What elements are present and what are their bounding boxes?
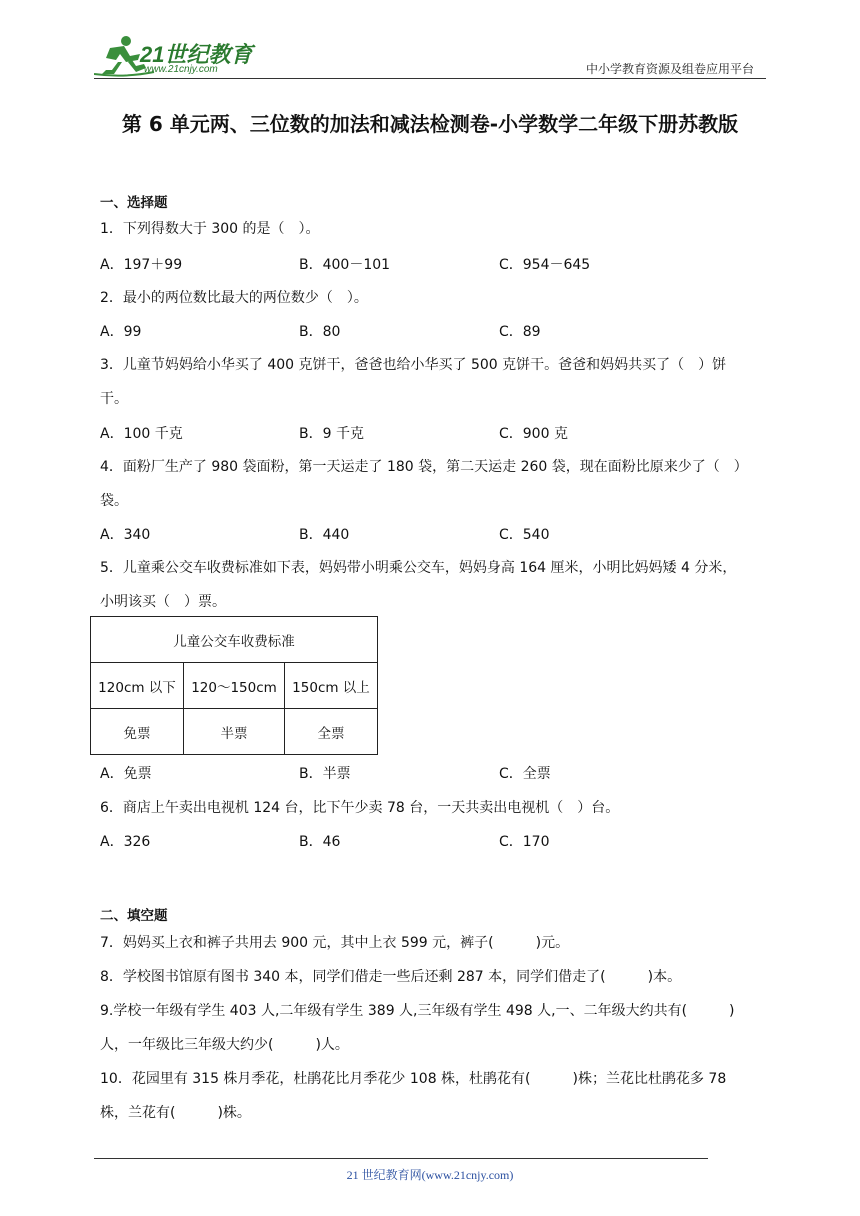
q6-option-b: B．46 [299,834,341,850]
fee-table-height-1: 120cm 以下 [91,663,184,709]
q5-option-b: B．半票 [299,766,351,782]
q3-option-a: A．100 千克 [100,426,183,442]
fee-table-height-2: 120～150cm [184,663,285,709]
question-1: 1．下列得数大于 300 的是（ ）。 [100,221,320,237]
question-7: 7．妈妈买上衣和裤子共用去 900 元，其中上衣 599 元，裤子( )元。 [100,935,570,951]
question-8: 8．学校图书馆原有图书 340 本，同学们借走一些后还剩 287 本，同学们借走了( )本。 [100,969,682,985]
fee-table-fare-1: 免票 [91,709,184,755]
question-10-line1: 10．花园里有 315 株月季花，杜鹃花比月季花少 108 株，杜鹃花有( )株；兰花比杜鹃花多 78 [100,1071,727,1087]
q5-option-a: A．免票 [100,766,152,782]
q1-option-b: B．400－101 [299,257,391,273]
fee-table-title: 儿童公交车收费标准 [91,617,378,663]
fee-table [90,616,378,755]
q6-option-c: C．170 [499,834,550,850]
q4-option-b: B．440 [299,527,350,543]
q3-option-c: C．900 克 [499,426,568,442]
question-4-line2: 袋。 [100,493,128,509]
q1-option-c: C．954－645 [499,257,591,273]
q4-option-a: A．340 [100,527,151,543]
question-10-line2: 株，兰花有( )株。 [100,1105,251,1121]
q2-option-a: A．99 [100,324,142,340]
question-9-line1: 9.学校一年级有学生 403 人,二年级有学生 389 人,三年级有学生 498 人,一、二年级大约共有( ) [100,1003,735,1019]
page-header [0,0,860,80]
question-4-line1: 4．面粉厂生产了 980 袋面粉，第一天运走了 180 袋，第二天运走 260 袋，现在面粉比原来少了（ ） [100,459,748,475]
platform-label: 中小学教育资源及组卷应用平台 [585,62,754,76]
q2-option-b: B．80 [299,324,341,340]
q2-option-c: C．89 [499,324,541,340]
q1-option-a: A．197＋99 [100,257,183,273]
q6-option-a: A．326 [100,834,151,850]
footer-divider [94,1158,708,1159]
fee-table-height-3: 150cm 以上 [285,663,378,709]
question-5-line2: 小明该买（ ）票。 [100,594,226,610]
page-title: 第 6 单元两、三位数的加法和减法检测卷-小学数学二年级下册苏教版 [121,112,739,136]
logo-text: 21世纪教育 [140,42,253,67]
question-6: 6．商店上午卖出电视机 124 台，比下午少卖 78 台，一天共卖出电视机（ ）台。 [100,800,620,816]
question-2: 2．最小的两位数比最大的两位数少（ ）。 [100,290,368,306]
footer-text: 21 世纪教育网(www.21cnjy.com) [346,1168,514,1182]
question-3-line1: 3．儿童节妈妈给小华买了 400 克饼干，爸爸也给小华买了 500 克饼干。爸爸和妈妈共买了（ ）饼 [100,357,727,373]
header-divider [94,78,766,79]
fee-table-fare-2: 半票 [184,709,285,755]
question-9-line2: 人，一年级比三年级大约少( )人。 [100,1037,349,1053]
question-5-line1: 5．儿童乘公交车收费标准如下表，妈妈带小明乘公交车，妈妈身高 164 厘米，小明比妈妈矮 4 分米， [100,560,737,576]
logo-url: www.21cnjy.com [144,64,218,75]
fee-table-fare-3: 全票 [285,709,378,755]
q4-option-c: C．540 [499,527,550,543]
q3-option-b: B．9 千克 [299,426,364,442]
section-heading-choice: 一、选择题 [100,195,168,211]
section-heading-fill: 二、填空题 [100,908,168,924]
q5-option-c: C．全票 [499,766,551,782]
question-3-line2: 干。 [100,391,128,407]
